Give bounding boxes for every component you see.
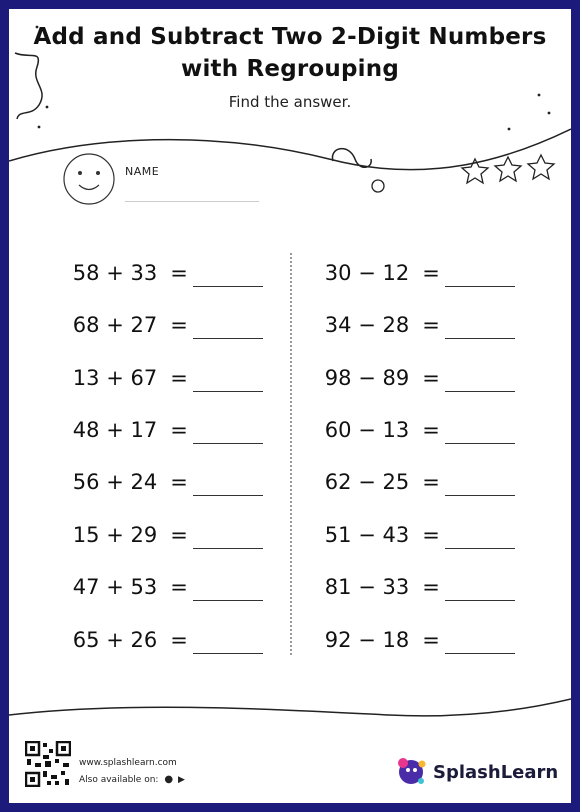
answer-blank[interactable] [445,653,515,654]
brand-name: SplashLearn [433,762,559,783]
column-divider [290,253,292,655]
header-wave-line [9,129,571,170]
equals-sign: = [170,523,188,547]
qr-code-icon [25,741,71,787]
instruction-text: Find the answer. [228,93,352,111]
problem-expression: 51 − 43 [324,523,410,547]
answer-blank[interactable] [193,495,263,496]
title-line-2: with Regrouping [181,56,399,82]
stars-icon [462,155,554,183]
answer-blank[interactable] [445,286,515,287]
answer-blank[interactable] [193,548,263,549]
footer-wave-line [9,699,571,716]
equals-sign: = [422,261,440,285]
equals-sign: = [422,575,440,599]
equals-sign: = [170,628,188,652]
problem-expression: 34 − 28 [324,313,410,337]
problem-expression: 47 + 53 [72,575,158,599]
problem-expression: 48 + 17 [72,418,158,442]
worksheet-page [9,9,571,803]
equals-sign: = [170,366,188,390]
equals-sign: = [422,628,440,652]
splashlearn-logo-icon [395,755,429,787]
answer-blank[interactable] [193,391,263,392]
star-dot [548,112,551,115]
answer-blank[interactable] [193,653,263,654]
equals-sign: = [170,261,188,285]
equals-sign: = [170,470,188,494]
answer-blank[interactable] [445,600,515,601]
star-dot [508,128,511,131]
problem-expression: 65 + 26 [72,628,158,652]
answer-blank[interactable] [193,600,263,601]
problem-expression: 15 + 29 [72,523,158,547]
problem-expression: 13 + 67 [72,366,158,390]
worksheet-title [9,21,571,85]
answer-blank[interactable] [445,443,515,444]
apple-icon[interactable]: ● [164,774,174,785]
play-store-icon[interactable]: ▶ [177,775,185,785]
name-field-line[interactable] [125,201,259,202]
availability-text [79,774,185,785]
answer-blank[interactable] [445,495,515,496]
circle-decoration [372,180,384,192]
problem-expression: 30 − 12 [324,261,410,285]
problem-expression: 92 − 18 [324,628,410,652]
problem-expression: 62 − 25 [324,470,410,494]
answer-blank[interactable] [193,286,263,287]
star-dot [38,126,41,129]
answer-blank[interactable] [193,443,263,444]
equals-sign: = [170,418,188,442]
problem-expression: 68 + 27 [72,313,158,337]
answer-blank[interactable] [445,338,515,339]
problem-expression: 56 + 24 [72,470,158,494]
availability-label: Also available on: [79,775,159,785]
equals-sign: = [422,313,440,337]
title-line-1: Add and Subtract Two 2-Digit Numbers [33,24,547,50]
equals-sign: = [422,418,440,442]
problem-expression: 58 + 33 [72,261,158,285]
equals-sign: = [170,313,188,337]
answer-blank[interactable] [445,391,515,392]
problem-expression: 98 − 89 [324,366,410,390]
problem-expression: 81 − 33 [324,575,410,599]
equals-sign: = [170,575,188,599]
answer-blank[interactable] [445,548,515,549]
answer-blank[interactable] [193,338,263,339]
name-label: NAME [125,165,160,178]
equals-sign: = [422,470,440,494]
website-link[interactable]: www.splashlearn.com [79,758,177,768]
smiley-avatar-icon [64,154,114,204]
problem-expression: 60 − 13 [324,418,410,442]
equals-sign: = [422,366,440,390]
equals-sign: = [422,523,440,547]
